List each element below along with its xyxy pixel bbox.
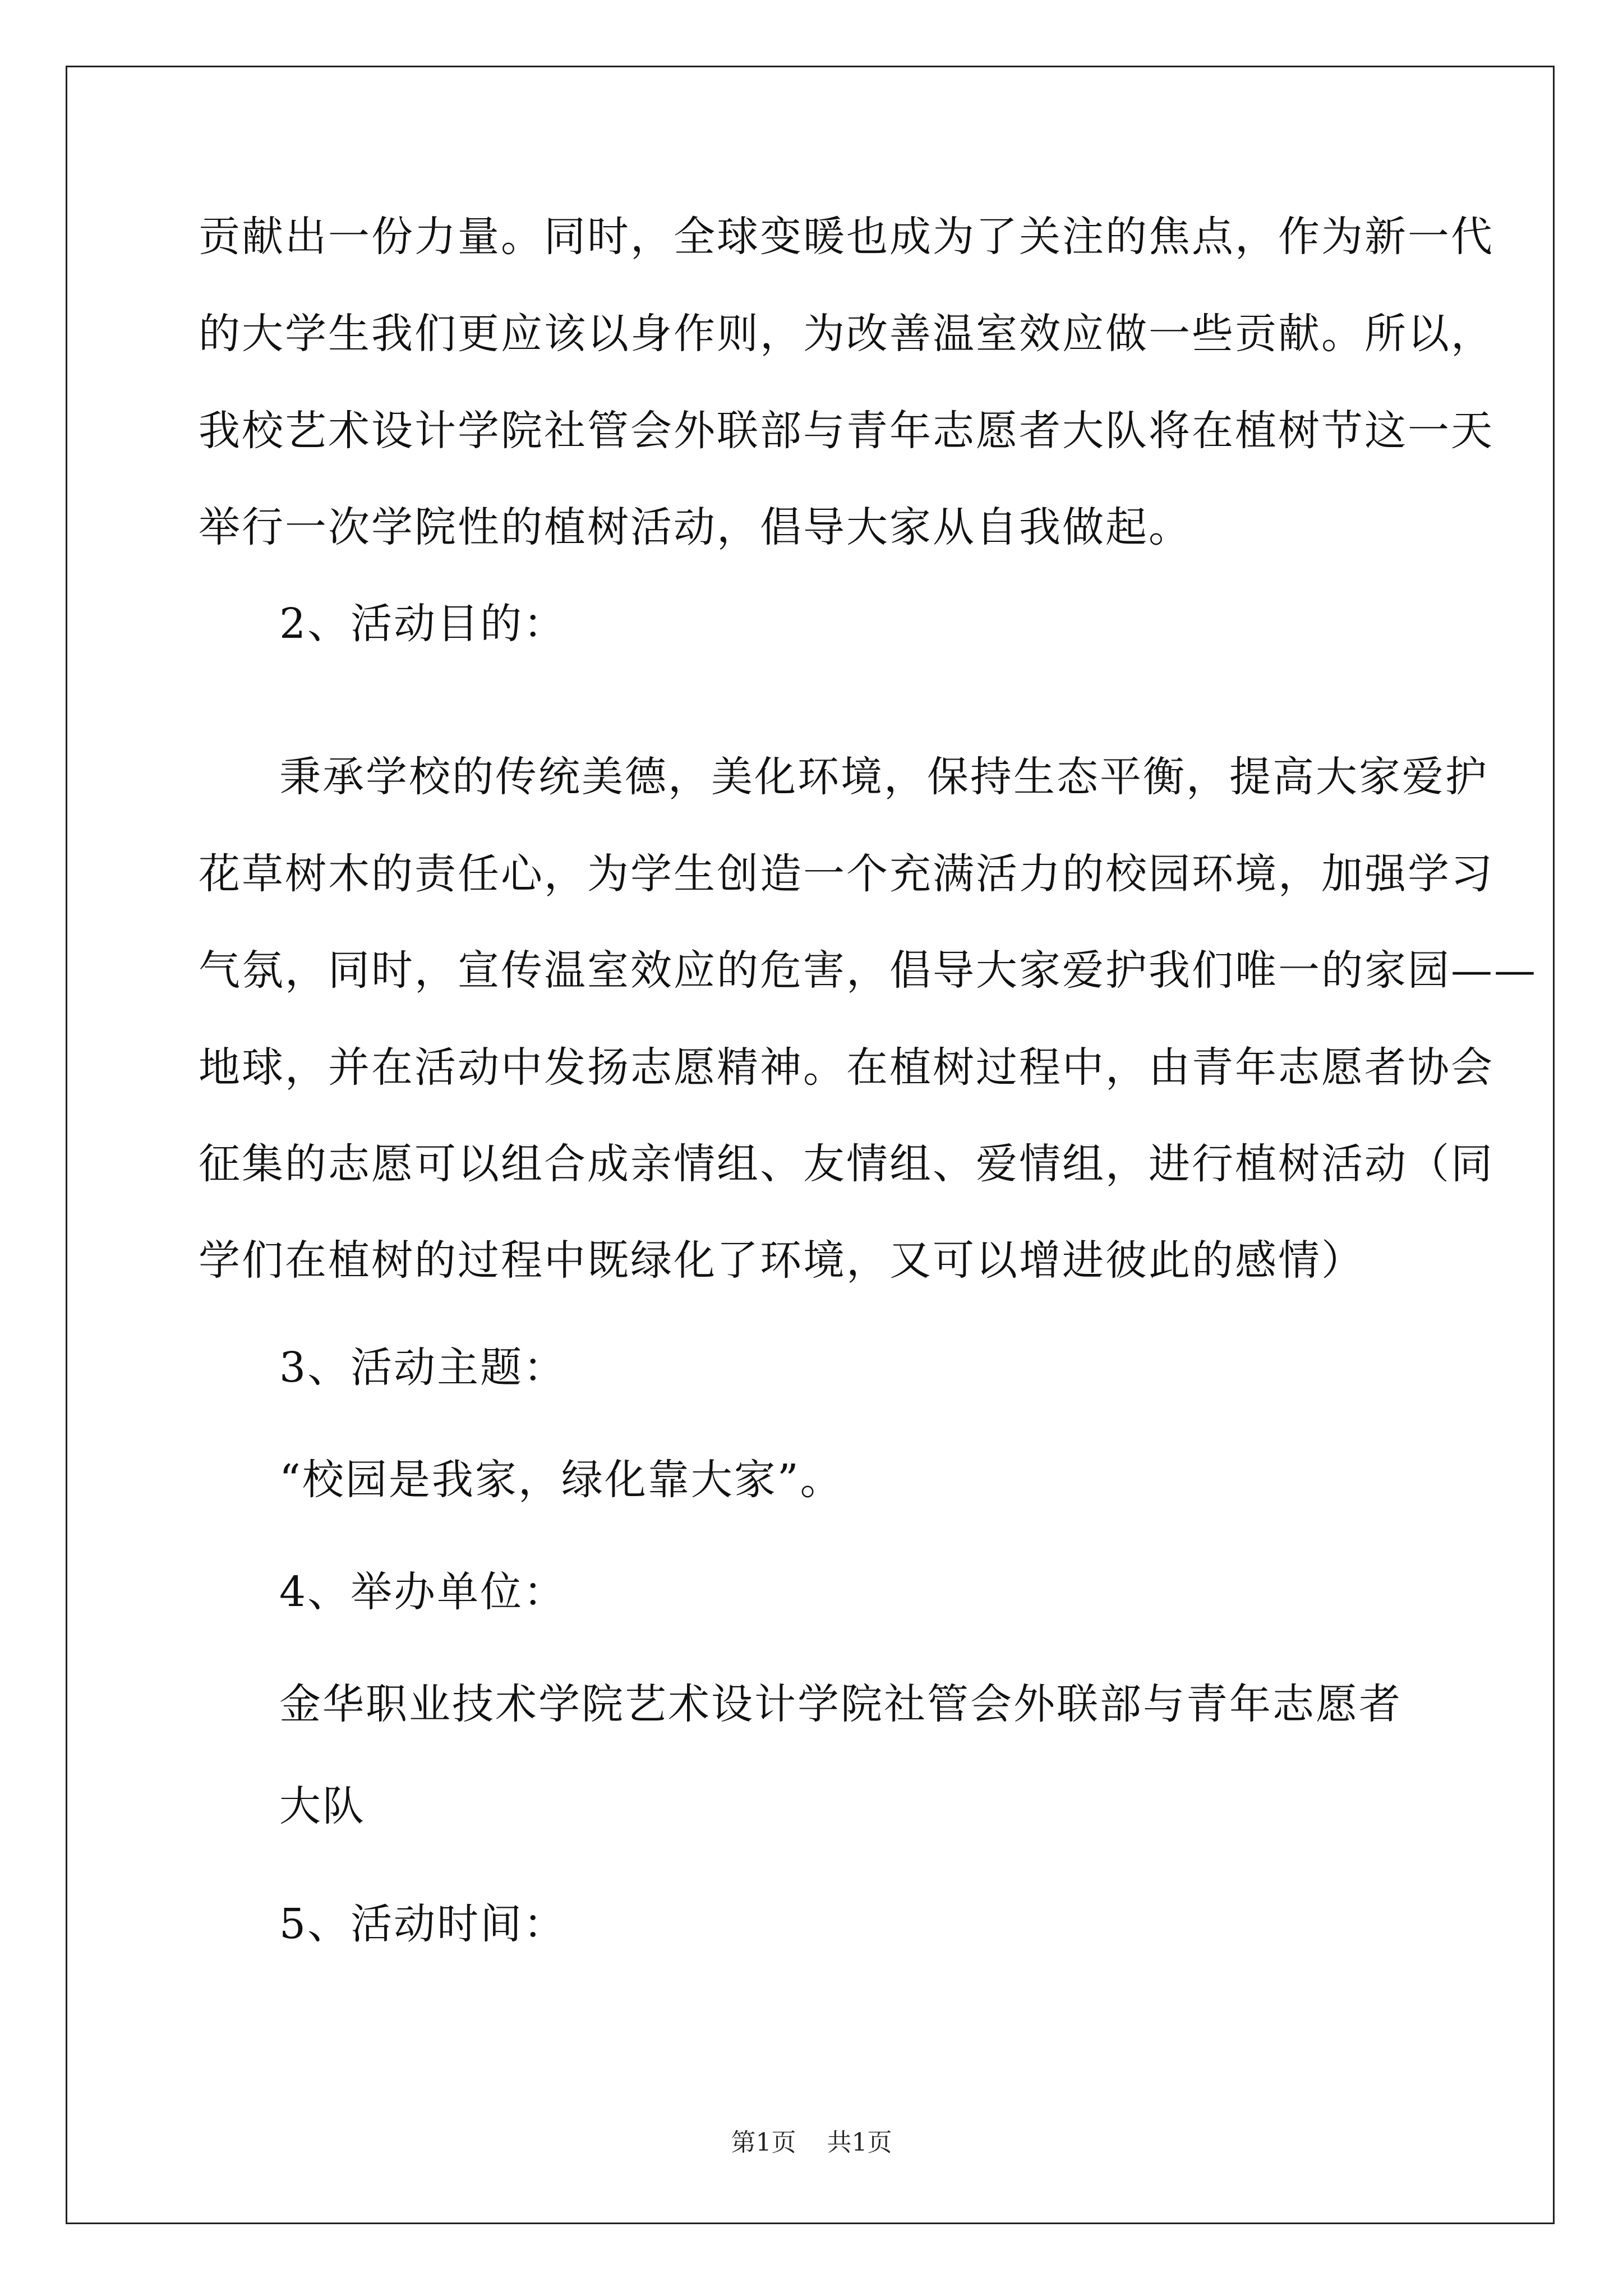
section-heading: 2、活动目的： bbox=[279, 600, 567, 648]
paragraph-line: 金华职业技术学院艺术设计学院社管会外联部与青年志愿者 bbox=[279, 1680, 1402, 1728]
paragraph-line: 学们在植树的过程中既绿化了环境，又可以增进彼此的感情） bbox=[199, 1236, 1364, 1285]
paragraph-line: 举行一次学院性的植树活动，倡导大家从自我做起。 bbox=[199, 503, 1192, 551]
theme-quote: “校园是我家，绿化靠大家”。 bbox=[279, 1456, 843, 1504]
paragraph-line: 我校艺术设计学院社管会外联部与青年志愿者大队将在植树节这一天 bbox=[199, 407, 1494, 455]
paragraph-line: 贡献出一份力量。同时，全球变暖也成为了关注的焦点，作为新一代 bbox=[199, 213, 1494, 261]
paragraph-line: 气氛，同时，宣传温室效应的危害，倡导大家爱护我们唯一的家园—— bbox=[199, 946, 1537, 995]
paragraph-line: 地球，并在活动中发扬志愿精神。在植树过程中，由青年志愿者协会 bbox=[199, 1043, 1494, 1092]
page-footer bbox=[0, 2126, 1623, 2160]
section-heading: 4、举办单位： bbox=[279, 1568, 567, 1616]
paragraph-line: 征集的志愿可以组合成亲情组、友情组、爱情组，进行植树活动（同 bbox=[199, 1140, 1494, 1188]
section-heading: 3、活动主题： bbox=[279, 1343, 567, 1392]
page-number: 第1页 bbox=[731, 2128, 796, 2157]
paragraph-line: 秉承学校的传统美德，美化环境，保持生态平衡，提高大家爱护 bbox=[279, 753, 1488, 801]
section-heading: 5、活动时间： bbox=[279, 1900, 567, 1948]
paragraph-line: 大队 bbox=[279, 1782, 366, 1830]
paragraph-line: 的大学生我们更应该以身作则，为改善温室效应做一些贡献。所以， bbox=[199, 310, 1494, 358]
page-total: 共1页 bbox=[827, 2128, 892, 2157]
paragraph-line: 花草树木的责任心，为学生创造一个充满活力的校园环境，加强学习 bbox=[199, 850, 1494, 898]
